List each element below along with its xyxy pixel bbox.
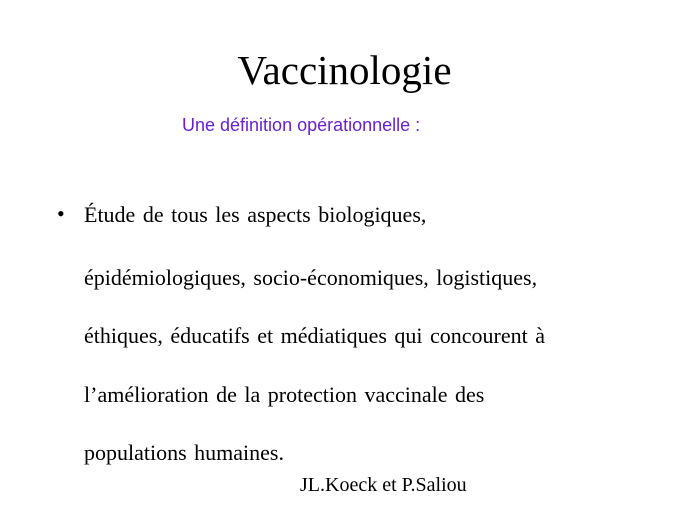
slide-title: Vaccinologie bbox=[237, 47, 452, 93]
slide-subtitle: Une définition opérationnelle : bbox=[182, 115, 421, 135]
bullet-text-line: éthiques, éducatifs et médiatiques qui concourent à bbox=[84, 323, 546, 348]
bullet-text-line: Étude de tous les aspects biologiques, bbox=[84, 202, 427, 227]
bullet-text-line: épidémiologiques, socio-économiques, logistiques, bbox=[84, 265, 538, 290]
bullet-icon: • bbox=[57, 201, 65, 226]
author-credit: JL.Koeck et P.Saliou bbox=[300, 474, 467, 496]
bullet-text-line: populations humaines. bbox=[84, 440, 284, 465]
bullet-text-line: l’amélioration de la protection vaccinale des bbox=[84, 382, 485, 407]
